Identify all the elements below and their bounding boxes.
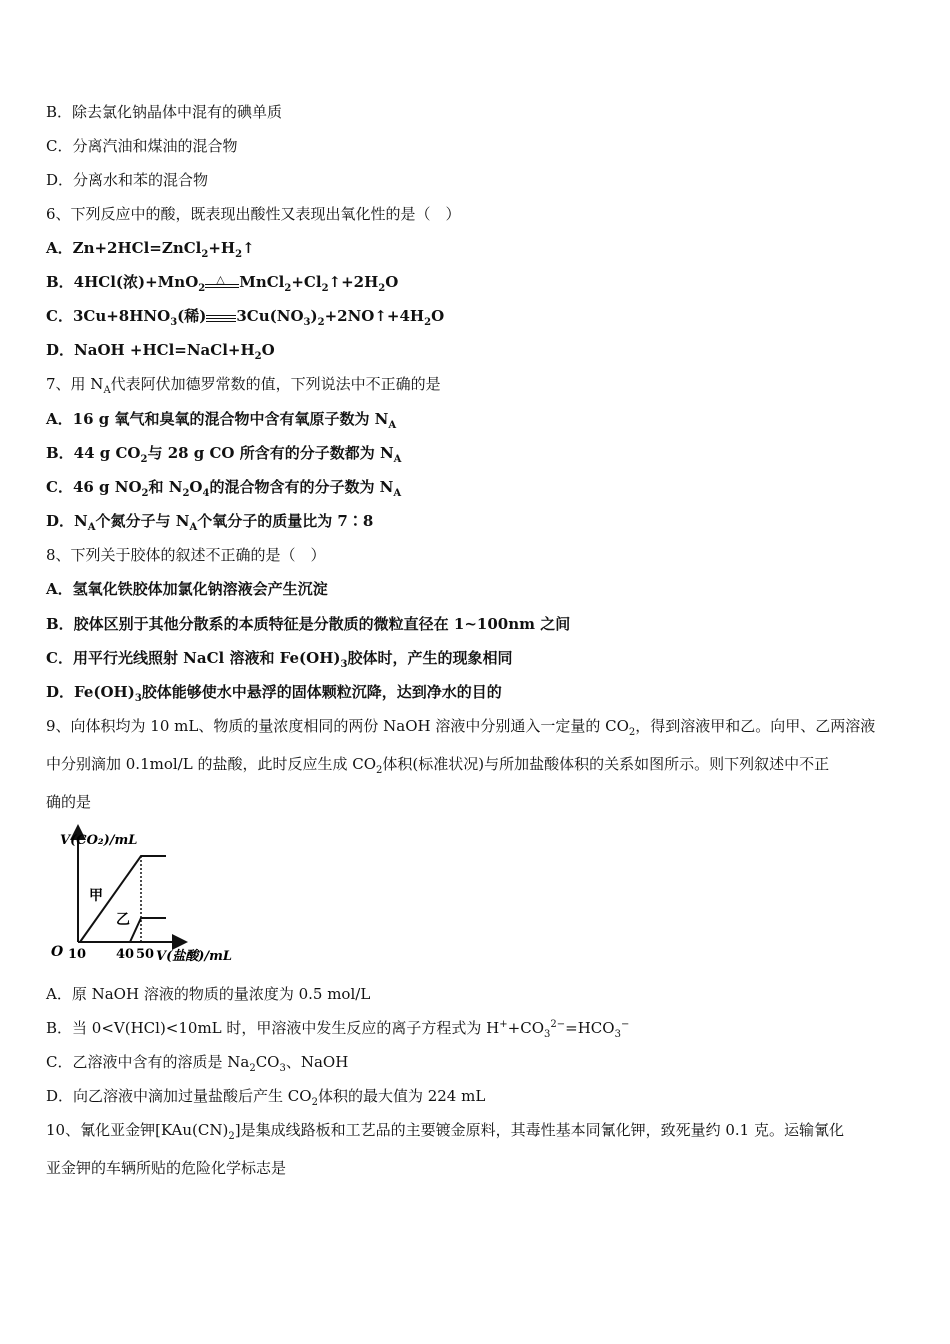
y-axis-label: V(CO₂)/mL [60, 833, 138, 848]
q9-option-a: A．原 NaOH 溶液的物质的量浓度为 0.5 mol/L [46, 985, 371, 1003]
q8-option-a: A．氢氧化铁胶体加氯化钠溶液会产生沉淀 [46, 580, 328, 598]
tick-10: 10 [68, 947, 87, 962]
q9-option-d: D．向乙溶液中滴加过量盐酸后产生 $CO_2$体积的最大值为 224 mL [46, 1087, 486, 1108]
origin-label: O [51, 944, 64, 960]
q8-stem: 8、下列关于胶体的叙述不正确的是（ ） [46, 546, 326, 564]
q7-stem: 7、用 $N_A$代表阿伏加德罗常数的值，下列说法中不正确的是 [46, 375, 441, 396]
equals-bar-icon [206, 310, 236, 324]
q8-option-d: D．$Fe(OH)_3$胶体能够使水中悬浮的固体颗粒沉降，达到净水的目的 [46, 683, 502, 704]
q9-option-b: B．当 0<V(HCl)<10mL 时，甲溶液中发生反应的离子方程式为 $H^++CO_3^{2-}=HCO_3^-$ [46, 1019, 630, 1040]
co2-volume-graph [44, 822, 259, 967]
q6-option-b: B．4HCl(浓)+MnO$_2$ △ $MnCl_2+Cl_2↑+2H_2O$ [46, 273, 399, 294]
q6-stem: 6、下列反应中的酸，既表现出酸性又表现出氧化性的是（ ） [46, 205, 461, 223]
q9-stem-line-2: 中分别滴加 0.1mol/L 的盐酸，此时反应生成 $CO_2$体积(标准状况)与所加盐酸体积的关系如图所示。则下列叙述中不正 [46, 755, 830, 776]
q6-option-a: A．$Zn+2HCl=ZnCl_2+H_2↑$ [46, 239, 255, 260]
q6-option-d: D．NaOH $+HCl=NaCl+H_2O$ [46, 341, 275, 362]
q7-option-a: A．16 g 氧气和臭氧的混合物中含有氧原子数为 $N_A$ [46, 410, 397, 431]
q5-option-d: D．分离水和苯的混合物 [46, 171, 209, 189]
q8-option-b: B．胶体区别于其他分散系的本质特征是分散质的微粒直径在 1~100nm 之间 [46, 615, 571, 633]
q5-option-b: B．除去氯化钠晶体中混有的碘单质 [46, 103, 283, 121]
label-yi: 乙 [116, 912, 130, 928]
q5-option-c: C．分离汽油和煤油的混合物 [46, 137, 238, 155]
label-jia: 甲 [89, 888, 103, 904]
heat-arrow-icon: △ [205, 276, 239, 290]
q9-stem-line-3: 确的是 [46, 793, 92, 811]
q7-option-c: C．46 g $NO_2$和 $N_2O_4$的混合物含有的分子数为 $N_A$ [46, 478, 402, 499]
q8-option-c: C．用平行光线照射 NaCl 溶液和 $Fe(OH)_3$胶体时，产生的现象相同 [46, 649, 513, 670]
tick-40: 40 [116, 947, 135, 962]
q6-option-c: C．$3Cu+8HNO_3$(稀) $3Cu(NO_3)_2+2NO↑+4H_2O$ [46, 307, 445, 328]
q9-option-c: C．乙溶液中含有的溶质是 $Na_2CO_3$、NaOH [46, 1053, 349, 1074]
q7-option-b: B．44 g $CO_2$与 28 g CO 所含有的分子数都为 $N_A$ [46, 444, 402, 465]
q9-stem-line-1: 9、向体积均为 10 mL、物质的量浓度相同的两份 NaOH 溶液中分别通入一定量的 $CO_2$，得到溶液甲和乙。向甲、乙两溶液 [46, 717, 876, 738]
tick-50: 50 [136, 947, 155, 962]
x-axis-label: V(盐酸)/mL [156, 949, 233, 964]
q10-stem-line-1: 10、氰化亚金钾$[KAu(CN)_2]$是集成线路板和工艺品的主要镀金原料，其毒性基本同氰化钾，致死量约 0.1 克。运输氰化 [46, 1121, 844, 1142]
q7-option-d: D．$N_A$个氮分子与 $N_A$个氧分子的质量比为 7∶8 [46, 512, 374, 533]
q10-stem-line-2: 亚金钾的车辆所贴的危险化学标志是 [46, 1159, 287, 1177]
series-yi-line [130, 918, 166, 942]
